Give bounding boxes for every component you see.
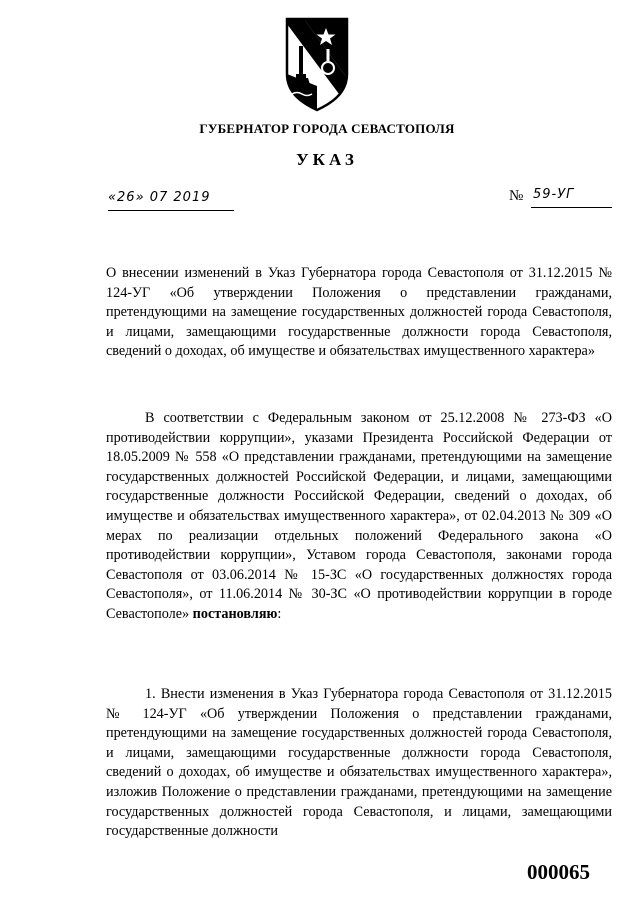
organization-title: ГУБЕРНАТОР ГОРОДА СЕВАСТОПОЛЯ [199, 121, 455, 136]
number-handwritten: 59-УГ [533, 187, 575, 202]
sevastopol-coat-of-arms-icon [284, 16, 350, 112]
decree-word: постановляю [192, 605, 278, 622]
number-label: № [509, 188, 524, 204]
decree-item-1: 1. Внести изменения в Указ Губернатора города Севастополя от 31.12.2015 № 124-УГ «Об утверждении Положения о представлении гражданами, претендующими на замещение государственных должностей города Севастополя, и лицами, замещающими государственные должности города Севастополя, сведений о доходах, об имуществе и обязательствах имущественного характера», изложив Положение о представлении гражданами, претендующими на замещение государственных должностей города Севастополя, и лицами, замещающими государственные должности [106, 686, 612, 840]
preamble-text: В соответствии с Федеральным законом от 25.12.2008 № 273-ФЗ «О противодействии коррупции», указами Президента Российской Федерации от 18.05.2009 № 558 «О представлении гражданами, претендующими на замещение государственных должностей Российской Федерации, и лицами, замещающими государственные должности Российской Федерации, сведений о доходах, об имуществе и обязательствах имущественного характера», от 02.04.2013 № 309 «О мерах по реализации отдельных положений Федерального закона «О противодействии коррупции», Уставом города Севастополя, законами города Севастополя от 03.06.2014 № 15-ЗС «О государственных должностях города Севастополя», от 11.06.2014 № 30-ЗС «О противодействии коррупции в городе Севастополе» [106, 410, 612, 622]
document-number [509, 186, 612, 208]
document-type: УКАЗ [296, 150, 358, 169]
decree-subject: О внесении изменений в Указ Губернатора города Севастополя от 31.12.2015 № 124-УГ «Об утверждении Положения о представлении гражданами, претендующими на замещение государственных должностей города Севастополя, и лицами, замещающими государственные должности города Севастополя, сведений о доходах, об имуществе и обязательствах имущественного характера» [106, 265, 612, 360]
preamble-end: : [277, 605, 282, 622]
page-number: 000065 [527, 860, 590, 884]
number-field [531, 186, 612, 208]
decree-preamble [106, 409, 612, 625]
date-handwritten: «26» 07 2019 [108, 190, 211, 205]
document-date [108, 190, 234, 211]
